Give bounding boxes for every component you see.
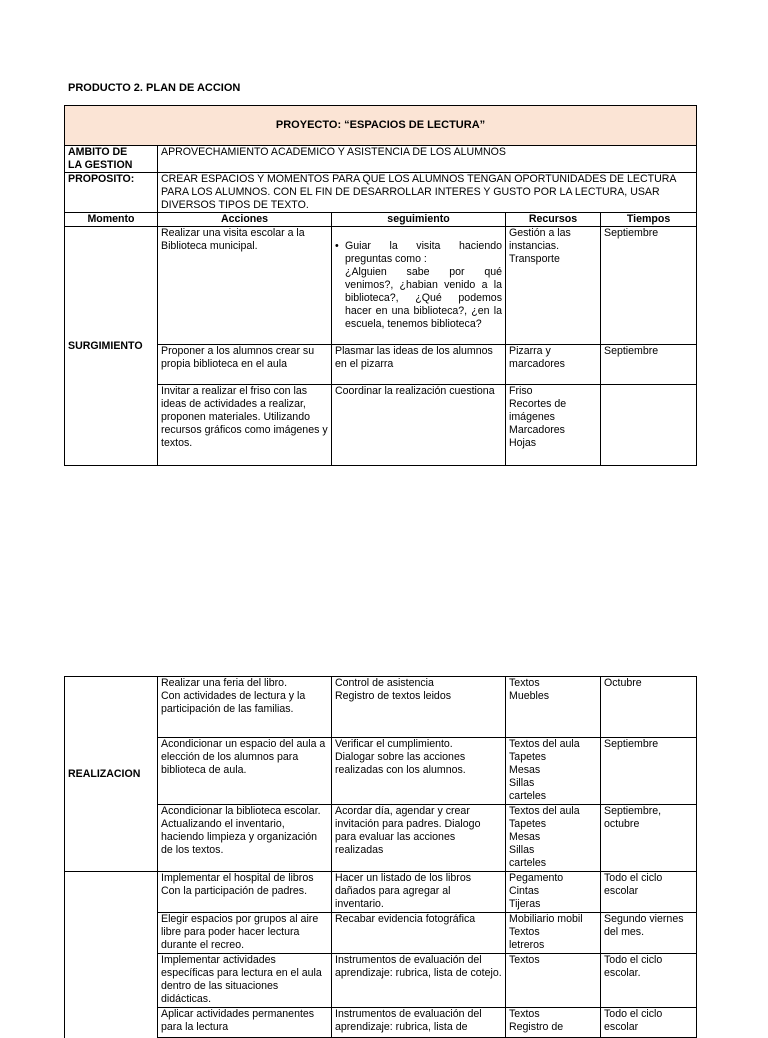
seguimiento-cell: Plasmar las ideas de los alumnos en el pizarra — [332, 345, 506, 385]
momento-blank — [65, 954, 158, 1008]
table-header-row — [65, 213, 697, 227]
page-heading: PRODUCTO 2. PLAN DE ACCION — [68, 82, 241, 94]
recursos-cell: Textos Muebles — [506, 677, 601, 738]
acciones-cell: Elegir espacios por grupos al aire libre para poder hacer lectura durante el recreo. — [158, 913, 332, 954]
header-recursos: Recursos — [506, 213, 601, 227]
momento-blank — [65, 872, 158, 913]
tiempos-cell: Septiembre — [601, 738, 697, 805]
recursos-cell: Gestión a las instancias. Transporte — [506, 227, 601, 345]
momento-blank — [65, 913, 158, 954]
header-acciones: Acciones — [158, 213, 332, 227]
acciones-cell: Realizar una visita escolar a la Biblioteca municipal. — [158, 227, 332, 345]
tiempos-cell: Octubre — [601, 677, 697, 738]
tiempos-cell — [601, 385, 697, 466]
table-row — [65, 1008, 697, 1038]
proposito-label: PROPOSITO: — [65, 173, 158, 213]
action-plan-table — [64, 105, 697, 466]
bullet-icon: • — [335, 240, 339, 252]
table-row — [65, 345, 697, 385]
table-row — [65, 954, 697, 1008]
acciones-cell: Acondicionar un espacio del aula a elección de los alumnos para biblioteca de aula. — [158, 738, 332, 805]
seguimiento-cell: Hacer un listado de los libros dañados para agregar al inventario. — [332, 872, 506, 913]
seguimiento-cell: Instrumentos de evaluación del aprendizaje: rubrica, lista de — [332, 1008, 506, 1038]
ambito-value: APROVECHAMIENTO ACADEMICO Y ASISTENCIA DE LOS ALUMNOS — [158, 146, 697, 173]
header-seguimiento: seguimiento — [332, 213, 506, 227]
tiempos-cell: Septiembre, octubre — [601, 805, 697, 872]
project-title: PROYECTO: “ESPACIOS DE LECTURA” — [65, 106, 697, 146]
tiempos-cell: Septiembre — [601, 345, 697, 385]
seguimiento-cell — [332, 227, 506, 345]
recursos-cell: Textos Registro de — [506, 1008, 601, 1038]
seguimiento-cell: Acordar día, agendar y crear invitación para padres. Dialogo para evaluar las acciones realizadas — [332, 805, 506, 872]
acciones-cell: Acondicionar la biblioteca escolar. Actualizando el inventario, haciendo limpieza y organización de los textos. — [158, 805, 332, 872]
seguimiento-cell: Recabar evidencia fotográfica — [332, 913, 506, 954]
recursos-cell: Textos del aula Tapetes Mesas Sillas carteles — [506, 738, 601, 805]
recursos-cell: Friso Recortes de imágenes Marcadores Hojas — [506, 385, 601, 466]
acciones-cell: Invitar a realizar el friso con las ideas de actividades a realizar, proponen materiales. Utilizando recursos gráficos como imágenes y textos. — [158, 385, 332, 466]
bullet-item — [335, 240, 502, 331]
recursos-cell: Pegamento Cintas Tijeras — [506, 872, 601, 913]
acciones-cell: Implementar el hospital de libros Con la participación de padres. — [158, 872, 332, 913]
acciones-cell: Aplicar actividades permanentes para la lectura — [158, 1008, 332, 1038]
header-momento: Momento — [65, 213, 158, 227]
recursos-cell: Mobiliario mobil Textos letreros — [506, 913, 601, 954]
momento-blank — [65, 1008, 158, 1038]
acciones-cell: Proponer a los alumnos crear su propia biblioteca en el aula — [158, 345, 332, 385]
acciones-cell: Realizar una feria del libro. Con actividades de lectura y la participación de las familias. — [158, 677, 332, 738]
tiempos-cell: Todo el ciclo escolar — [601, 872, 697, 913]
tiempos-cell: Todo el ciclo escolar. — [601, 954, 697, 1008]
tiempos-cell: Septiembre — [601, 227, 697, 345]
table-row — [65, 385, 697, 466]
seguimiento-cell: Instrumentos de evaluación del aprendizaje: rubrica, lista de cotejo. — [332, 954, 506, 1008]
acciones-cell: Implementar actividades específicas para lectura en el aula dentro de las situaciones didácticas. — [158, 954, 332, 1008]
tiempos-cell: Segundo viernes del mes. — [601, 913, 697, 954]
seguimiento-text: Guiar la visita haciendo preguntas como : ¿Alguien sabe por qué venimos?, ¿habian venido a la biblioteca?, ¿Qué podemos hacer en una biblioteca?, ¿en la escuela, tenemos biblioteca? — [345, 240, 502, 330]
recursos-cell: Textos — [506, 954, 601, 1008]
recursos-cell: Textos del aula Tapetes Mesas Sillas carteles — [506, 805, 601, 872]
table-row — [65, 913, 697, 954]
momento-realizacion: REALIZACION — [65, 677, 158, 872]
ambito-label: AMBITO DE LA GESTION — [65, 146, 158, 173]
seguimiento-cell: Verificar el cumplimiento. Dialogar sobre las acciones realizadas con los alumnos. — [332, 738, 506, 805]
proposito-value: CREAR ESPACIOS Y MOMENTOS PARA QUE LOS ALUMNOS TENGAN OPORTUNIDADES DE LECTURA PARA LOS ALUMNOS. CON EL FIN DE DESARROLLAR INTERES Y GUSTO POR LA LECTURA, USAR DIVERSOS TIPOS DE TEXTO. — [158, 173, 697, 213]
table-row — [65, 227, 697, 345]
recursos-cell: Pizarra y marcadores — [506, 345, 601, 385]
table-row — [65, 805, 697, 872]
table-row — [65, 872, 697, 913]
table-row — [65, 677, 697, 738]
table-row — [65, 738, 697, 805]
action-plan-table-continued — [64, 676, 697, 1038]
header-tiempos: Tiempos — [601, 213, 697, 227]
seguimiento-cell: Control de asistencia Registro de textos leidos — [332, 677, 506, 738]
tiempos-cell: Todo el ciclo escolar — [601, 1008, 697, 1038]
seguimiento-cell: Coordinar la realización cuestiona — [332, 385, 506, 466]
momento-surgimiento: SURGIMIENTO — [65, 227, 158, 466]
